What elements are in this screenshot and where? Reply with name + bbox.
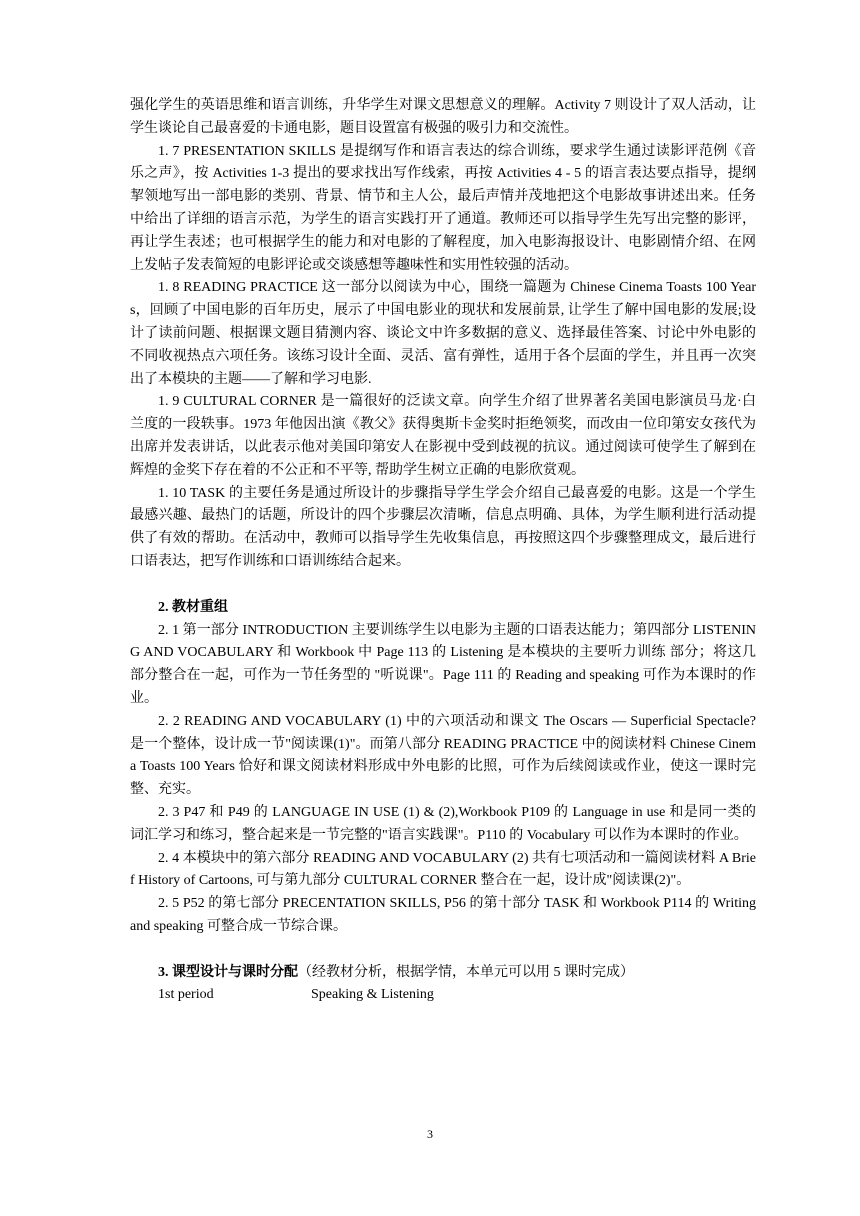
paragraph-reading-practice: 1. 8 READING PRACTICE 这一部分以阅读为中心，围绕一篇题为 Chinese Cinema Toasts 100 Years，回顾了中国电影的百年历史，展示了中国电影业的现状和发展前景, 让学生了解中国电影的发展;设计了读前问题、根据课文题目猜测内容、谈论文中许多数据的意义、选择最佳答案、讨论中外电影的不同收视热点六项任务。该练习设计全面、灵活、富有弹性，适用于各个层面的学生，并且再一次突出了本模块的主题——了解和学习电影. — [130, 280, 756, 387]
section-3-heading — [130, 962, 756, 985]
schedule-type: Speaking & Listening — [311, 987, 434, 1003]
paragraph-2-4: 2. 4 本模块中的第六部分 READING AND VOCABULARY (2) 共有七项活动和一篇阅读材料 A Brief History of Cartoons, 可与第九部分 CULTURAL CORNER 整合在一起，设计成"阅读课(2)"。 — [130, 850, 756, 889]
schedule-row — [130, 984, 756, 1007]
paragraph-2-5: 2. 5 P52 的第七部分 PRECENTATION SKILLS, P56 的第十部分 TASK 和 Workbook P114 的 Writing and speaking 可整合成一节综合课。 — [130, 896, 756, 934]
spacer — [130, 574, 756, 597]
section-3-title: 3. 课型设计与课时分配 — [158, 964, 298, 980]
paragraph-cultural-corner: 1. 9 CULTURAL CORNER 是一篇很好的泛读文章。向学生介绍了世界著名美国电影演员马龙·白兰度的一段轶事。1973 年他因出演《教父》获得奥斯卡金奖时拒绝领奖，而改由一位印第安女孩代为出席并发表讲话，以此表示他对美国印第安人在影视中受到歧视的抗议。通过阅读可使学生了解到在辉煌的金奖下存在着的不公正和不平等, 帮助学生树立正确的电影欣赏观。 — [130, 394, 756, 478]
schedule-period: 1st period — [158, 987, 214, 1003]
paragraph-presentation-skills: 1. 7 PRESENTATION SKILLS 是提纲写作和语言表达的综合训练，要求学生通过读影评范例《音乐之声》，按 Activities 1-3 提出的要求找出写作线索，再按 Activities 4 - 5 的语言表达要点指导，提纲挈领地写出一部电影的类别、背景、情节和主人公，最后声情并茂地把这个电影故事讲述出来。任务中给出了详细的语言示范，为学生的语言实践打开了通道。教师还可以指导学生先写出完整的影评，再让学生表述；也可根据学生的能力和对电影的了解程度，加入电影海报设计、电影剧情介绍、在网上发帖子发表简短的电影评论或交谈感想等趣味性和实用性较强的活动。 — [130, 143, 756, 273]
section-2-heading — [130, 597, 756, 620]
paragraph-activity-7: 强化学生的英语思维和语言训练，升华学生对课文思想意义的理解。Activity 7 则设计了双人活动，让学生谈论自己最喜爱的卡通电影，题目设置富有极强的吸引力和交流性。 — [130, 98, 756, 136]
section-2-title: 2. 教材重组 — [158, 599, 228, 615]
paragraph-2-2: 2. 2 READING AND VOCABULARY (1) 中的六项活动和课文 The Oscars — Superficial Spectacle? 是一个整体，设计成一节"阅读课(1)"。而第八部分 READING PRACTICE 中的阅读材料 Chinese Cinema Toasts 100 Years 恰好和课文阅读材料形成中外电影的比照，可作为后续阅读或作业，使这一课时完整、充实。 — [130, 713, 756, 798]
page-body — [130, 95, 756, 1007]
section-3-subtitle: （经教材分析，根据学情，本单元可以用 5 课时完成） — [298, 964, 634, 980]
page-number: 3 — [427, 1127, 433, 1141]
paragraph-task: 1. 10 TASK 的主要任务是通过所设计的步骤指导学生学会介绍自己最喜爱的电影。这是一个学生最感兴趣、最热门的话题，所设计的四个步骤层次清晰，信息点明确、具体，为学生顺利进行活动提供了有效的帮助。在活动中，教师可以指导学生先收集信息，再按照这四个步骤整理成文，最后进行口语表达，把写作训练和口语训练结合起来。 — [130, 485, 756, 569]
paragraph-2-1: 2. 1 第一部分 INTRODUCTION 主要训练学生以电影为主题的口语表达能力；第四部分 LISTENING AND VOCABULARY 和 Workbook 中 Page 113 的 Listening 是本模块的主要听力训练 部分；将这几部分整合在一起，可作为一节任务型的 "听说课"。Page 111 的 Reading and speaking 可作为本课时的作业。 — [130, 622, 756, 706]
paragraph-2-3: 2. 3 P47 和 P49 的 LANGUAGE IN USE (1) & (2),Workbook P109 的 Language in use 和是同一类的词汇学习和练习，整合起来是一节完整的"语言实践课"。P110 的 Vocabulary 可以作为本课时的作业。 — [130, 804, 756, 843]
spacer — [130, 939, 756, 962]
